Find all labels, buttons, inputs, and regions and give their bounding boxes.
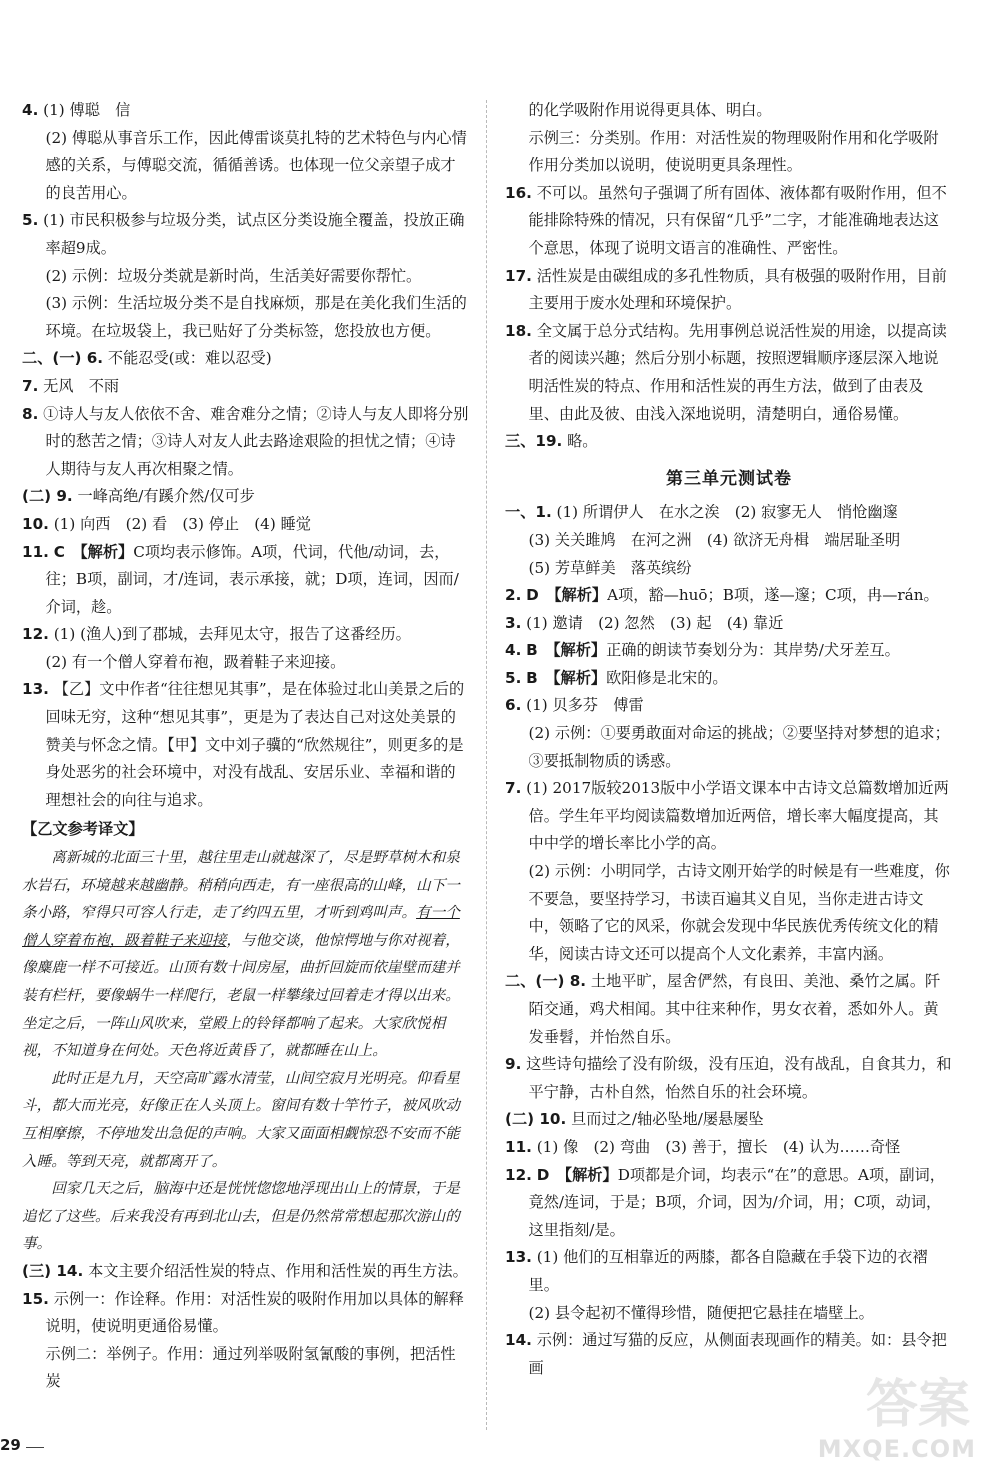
question-number: 7. — [22, 376, 39, 395]
answer-text: 略。 — [567, 432, 598, 451]
answer-item — [505, 428, 953, 456]
watermark-logo-text: 答案 — [865, 1375, 970, 1435]
answer-text: (1) 贝多芬 傅雷 — [526, 696, 644, 715]
question-number: 18. — [505, 321, 532, 340]
answer-text: C项均表示修饰。A项，代词，代他/动词，去，往；B项，副词，才/连词，表示承接，就；D项，连词，因而/介词，趁。 — [45, 542, 459, 616]
answer-text: ①诗人与友人依依不舍、难舍难分之情；②诗人与友人即将分别时的愁苦之情；③诗人对友人此去路途艰险的担忧之情；④诗人期待与友人再次相聚之情。 — [43, 404, 469, 478]
question-number: 13. — [505, 1248, 532, 1267]
answer-item — [22, 401, 470, 484]
question-number: 10. — [22, 514, 49, 533]
translation-paragraph — [22, 1175, 470, 1258]
answer-text: 无风 不雨 — [43, 376, 120, 395]
answer-item — [22, 621, 470, 649]
answer-subline — [22, 290, 470, 345]
left-column — [22, 97, 470, 1396]
answer-text: D项都是介词，均表示“在”的意思。A项，副词，竟然/连词，于是；B项，介词，因为/介词，用；C项，动词，这里指刻/是。 — [528, 1165, 945, 1239]
answer-text: (1) (渔人)到了郡城，去拜见太守，报告了这番经历。 — [53, 625, 411, 644]
answer-item — [505, 775, 953, 858]
answer-text: 一峰高绝/有蹊介然/仅可步 — [77, 487, 255, 506]
answer-item — [505, 637, 953, 665]
question-number: 8. — [22, 404, 39, 423]
answer-subline — [505, 555, 953, 583]
watermark-site: MXQE.COM — [817, 1435, 976, 1463]
answer-text: (1) 所谓伊人 在水之涘 (2) 寂寥无人 悄怆幽邃 — [556, 503, 898, 522]
answer-text: (2) 示例：小明同学，古诗文刚开始学的时候是有一些难度，你不要急，要坚持学习，书读百遍其义自见，当你走进古诗文中，领略了它的风采，你就会发现中华民族优秀传统文化的精华，阅读古诗文还可以提高个人文化素养，丰富内涵。 — [528, 862, 950, 963]
answer-text: (2) 有一个僧人穿着布袍，趿着鞋子来迎接。 — [45, 652, 346, 671]
answer-text: 土地平旷，屋舍俨然，有良田、美池、桑竹之属。阡陌交通，鸡犬相闻。其中往来种作，男女衣着，悉如外人。黄发垂髫，并怡然自乐。 — [528, 972, 941, 1046]
answer-subline — [505, 720, 953, 775]
question-number: (三) 14. — [22, 1261, 84, 1280]
answer-text: A项，豁—huō；B项，遂—邃；C项，冉—rán。 — [607, 586, 939, 605]
answer-subline — [505, 858, 953, 968]
translation-heading: 【乙文参考译文】 — [22, 820, 144, 839]
question-number: 11. — [22, 542, 49, 561]
translation-paragraph — [22, 1065, 470, 1175]
question-number: 4. — [22, 101, 39, 119]
answer-text: (2) 示例：垃圾分类就是新时尚，生活美好需要你帮忙。 — [45, 266, 422, 285]
answer-text: (2) 示例：①要勇敢面对命运的挑战；②要坚持对梦想的追求；③要抵制物质的诱惑。 — [528, 724, 950, 770]
answer-text: 全文属于总分式结构。先用事例总说活性炭的用途，以提高读者的阅读兴趣；然后分别小标题，按照逻辑顺序逐层深入地说明活性炭的特点、作用和活性炭的再生方法，做到了由表及里、由此及彼、由浅入深地说明，清楚明白，通俗易懂。 — [528, 321, 947, 423]
translation-text: ，与他交谈，他惊愕地与你对视着，像麋鹿一样不可接近。山顶有数十间房屋，曲折回旋而依崖壁而建并装有栏杆，要像蜗牛一样爬行，老鼠一样攀缘过回着走才得以出来。坐定之后，一阵山风吹来，堂殿上的铃铎都响了起来。大家欣悦相视，不知道身在何处。天色将近黄昏了，就都睡在山上。 — [22, 931, 460, 1060]
section-title: 第三单元测试卷 — [666, 468, 792, 489]
answer-text: 示例一：作诠释。作用：对活性炭的吸附作用加以具体的解释说明，使说明更通俗易懂。 — [45, 1289, 464, 1336]
answer-text: (1) 他们的互相靠近的两膝，都各自隐藏在手袋下边的衣褶里。 — [528, 1248, 928, 1294]
question-number: 6. — [505, 696, 522, 715]
answer-text: (1) 市民积极参与垃圾分类，试点区分类设施全覆盖，投放正确率超9成。 — [43, 211, 465, 257]
answer-item — [505, 610, 953, 638]
question-number: 二、(一) 6. — [22, 349, 104, 368]
answer-text: 的化学吸附作用说得更具体、明白。 — [528, 101, 772, 119]
question-number: 5. — [22, 211, 39, 230]
answer-text: (5) 芳草鲜美 落英缤纷 — [528, 558, 692, 577]
answer-text: (1) 向西 (2) 看 (3) 停止 (4) 睡觉 — [53, 514, 311, 533]
answer-key-tag: B 【解析】 — [526, 668, 607, 687]
question-number: 15. — [22, 1289, 49, 1308]
question-number: 14. — [505, 1331, 532, 1350]
answer-item — [505, 1244, 953, 1299]
answer-text: 这些诗句描绘了没有阶级，没有压迫，没有战乱，自食其力，和平宁静，古朴自然，怡然自乐的社会环境。 — [526, 1055, 952, 1101]
question-number: 16. — [505, 183, 532, 202]
answer-item — [22, 539, 470, 622]
answer-item — [22, 373, 470, 401]
answer-text: (3) 关关雎鸠 在河之洲 (4) 欲济无舟楫 端居耻圣明 — [528, 530, 901, 549]
translation-paragraph — [22, 844, 470, 1065]
question-number: 12. — [22, 625, 49, 644]
question-number: 9. — [505, 1055, 522, 1074]
answer-text: 不可以。虽然句子强调了所有固体、液体都有吸附作用，但不能排除特殊的情况，只有保留“几乎”二字，才能准确地表达这个意思，体现了说明文语言的准确性、严密性。 — [528, 183, 947, 257]
answer-item — [22, 1286, 470, 1341]
answer-item — [505, 263, 953, 318]
answer-item — [505, 968, 953, 1051]
column-divider — [486, 100, 487, 1430]
answer-item — [505, 692, 953, 720]
answer-item — [22, 511, 470, 539]
answer-text: 示例：通过写猫的反应，从侧面表现画作的精美。如：县令把画 — [528, 1331, 947, 1377]
question-number: 2. — [505, 586, 522, 605]
answer-item — [22, 483, 470, 511]
answer-text: (1) 像 (2) 弯曲 (3) 善于，擅长 (4) 认为……奇怪 — [536, 1137, 901, 1156]
answer-item — [505, 1051, 953, 1106]
answer-subline — [505, 125, 953, 180]
question-number: (二) 9. — [22, 487, 73, 506]
translation-underlined: 有一个僧人穿着布袍，趿着鞋子来迎接 — [22, 904, 460, 949]
question-number: 12. — [505, 1165, 532, 1184]
question-number: 7. — [505, 779, 522, 798]
question-number: 一、1. — [505, 503, 552, 522]
answer-text: 本文主要介绍活性炭的特点、作用和活性炭的再生方法。 — [88, 1261, 468, 1280]
answer-text: 旦而过之/轴必坠地/屡悬屡坠 — [571, 1110, 764, 1129]
question-number: 17. — [505, 266, 532, 285]
watermark-logo — [756, 1353, 976, 1463]
answer-text: (2) 县令起初不懂得珍惜，随便把它悬挂在墙壁上。 — [528, 1303, 874, 1322]
question-number: 3. — [505, 613, 522, 632]
answer-text: (1) 邀请 (2) 忽然 (3) 起 (4) 靠近 — [526, 613, 784, 632]
answer-text: 不能忍受(或：难以忍受) — [107, 349, 272, 368]
answer-item — [22, 207, 470, 262]
right-column — [505, 97, 953, 1382]
answer-subline — [505, 97, 953, 125]
answer-text: 示例三：分类别。作用：对活性炭的物理吸附作用和化学吸附作用分类加以说明，使说明更具条理性。 — [528, 128, 939, 175]
answer-subline — [505, 1300, 953, 1328]
answer-item — [505, 499, 953, 527]
answer-subline — [22, 1341, 470, 1396]
answer-key-tag: B 【解析】 — [526, 641, 607, 660]
question-number: 三、19. — [505, 432, 563, 451]
answer-subline — [22, 263, 470, 291]
question-number: 11. — [505, 1137, 532, 1156]
answer-text: (1) 2017版较2013版中小学语文课本中古诗文总篇数增加近两倍。学生年平均阅读篇数增加近两倍，增长率大幅度提高，其中中学的增长率比小学的高。 — [526, 779, 949, 853]
answer-item — [22, 345, 470, 373]
answer-item — [22, 676, 470, 814]
answer-text: 欧阳修是北宋的。 — [606, 668, 728, 687]
answer-item — [505, 1162, 953, 1245]
answer-item — [505, 582, 953, 610]
answer-subline — [22, 125, 470, 208]
answer-key-tag: D 【解析】 — [526, 586, 608, 605]
translation-text: 此时正是九月，天空高旷露水清莹，山间空寂月光明亮。仰看星斗，都大而光亮，好像正在人头顶上。窗间有数十竿竹子，被风吹动互相摩擦，不停地发出急促的声响。大家又面面相觑惊恐不安而不能入睡。等到天亮，就都离开了。 — [22, 1069, 460, 1170]
question-number: (二) 10. — [505, 1110, 567, 1129]
translation-text: 离新城的北面三十里，越往里走山就越深了，尽是野草树木和泉水岩石，环境越来越幽静。稍稍向西走，有一座很高的山峰，山下一条小路，窄得只可容人行走，走了约四五里，才听到鸡叫声。 — [22, 849, 460, 922]
page-number: 29 — [0, 1436, 21, 1454]
answer-item — [22, 1258, 470, 1286]
answer-text: 示例二：举例子。作用：通过列举吸附氢氰酸的事例，把活性炭 — [45, 1344, 456, 1391]
answer-text: (1) 傅聪 信 — [43, 101, 131, 119]
answer-text: 【乙】文中作者“往往想见其事”，是在体验过北山美景之后的回味无穷，这种“想见其事”，更是为了表达自己对这处美景的赞美与怀念之情。【甲】文中刘子骥的“欣然规往”，则更多的是身处恶劣的社会环境中，对没有战乱、安居乐业、幸福和谐的理想社会的向往与追求。 — [45, 680, 465, 809]
question-number: 二、(一) 8. — [505, 972, 587, 991]
answer-text: 活性炭是由碳组成的多孔性物质，具有极强的吸附作用，目前主要用于废水处理和环境保护。 — [528, 266, 947, 313]
answer-item — [22, 97, 470, 125]
question-number: 5. — [505, 668, 522, 687]
answer-key-tag: D 【解析】 — [536, 1165, 618, 1184]
answer-item — [505, 180, 953, 263]
answer-subline — [505, 527, 953, 555]
page-number-rule — [26, 1447, 44, 1448]
answer-text: (3) 示例：生活垃圾分类不是自找麻烦，那是在美化我们生活的环境。在垃圾袋上，我已贴好了分类标签，您投放也方便。 — [45, 294, 467, 340]
answer-text: 正确的朗读节奏划分为：其岸势/犬牙差互。 — [606, 641, 900, 660]
answer-item — [505, 665, 953, 693]
question-number: 13. — [22, 680, 49, 699]
question-number: 4. — [505, 641, 522, 660]
answer-item — [505, 1134, 953, 1162]
answer-item — [505, 1106, 953, 1134]
answer-item — [505, 318, 953, 428]
answer-key-tag: C 【解析】 — [53, 542, 134, 561]
translation-text: 回家几天之后，脑海中还是恍恍惚惚地浮现出山上的情景，于是追忆了这些。后来我没有再到北山去，但是仍然常常想起那次游山的事。 — [22, 1180, 460, 1253]
answer-subline — [22, 649, 470, 677]
answer-text: (2) 傅聪从事音乐工作，因此傅雷谈莫扎特的艺术特色与内心情感的关系，与傅聪交流，循循善诱。也体现一位父亲望子成才的良苦用心。 — [45, 128, 467, 202]
